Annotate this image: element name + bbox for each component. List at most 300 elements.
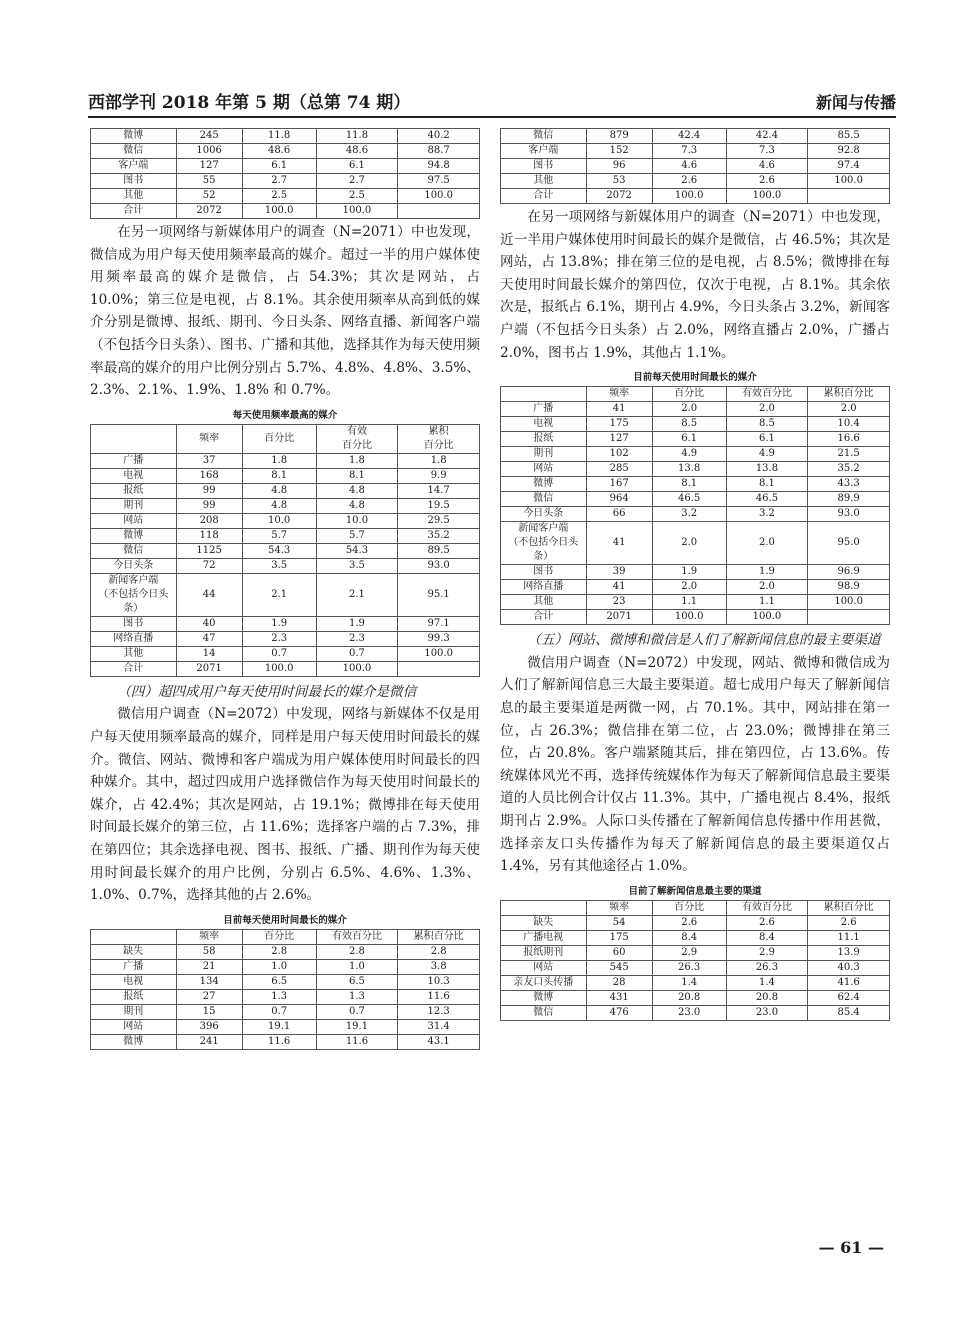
value-cell: 100.0 (652, 189, 726, 204)
row-label-cell: 微信 (91, 144, 177, 159)
value-cell: 2.1 (242, 573, 316, 616)
value-cell: 97.1 (398, 616, 480, 631)
value-cell: 频率 (586, 387, 652, 402)
value-cell: 127 (586, 432, 652, 447)
value-cell: 1.4 (726, 975, 808, 990)
row-label-cell: 合计 (501, 610, 587, 625)
row-label-cell: 微信 (501, 129, 587, 144)
value-cell (398, 204, 480, 219)
row-label-cell: 报纸 (91, 989, 177, 1004)
value-cell: 累积 百分比 (398, 424, 480, 453)
value-cell: 4.9 (726, 447, 808, 462)
value-cell: 89.9 (808, 492, 890, 507)
value-cell: 7.3 (652, 144, 726, 159)
paragraph: 在另一项网络与新媒体用户的调查（N=2071）中也发现，微信成为用户每天使用频率最高的媒介。超过一半的用户媒体使用频率最高的媒介是微信，占 54.3%；其次是网站，占 10.0%；第三位是电视，占 8.1%。其余使用频率从高到低的媒介分别是微博、报纸、期刊、今日头条、网络直播、新闻客户端（不包括今日头条）、图书、广播和其他，选择其作为每天使用频率最高的媒介的用户比例分别占 5.7%、4.8%、4.8%、3.5%、2.3%、2.1%、1.9%、1.8% 和 0.7%。 (90, 224, 480, 399)
table-row (91, 543, 480, 558)
section-title: 新闻与传播 (815, 93, 896, 112)
table-row (91, 573, 480, 616)
value-cell: 0.7 (316, 1004, 398, 1019)
table-row (501, 387, 890, 402)
value-cell: 8.1 (316, 468, 398, 483)
value-cell: 40 (176, 616, 242, 631)
value-cell: 0.7 (316, 646, 398, 661)
row-label-cell: 微博 (501, 477, 587, 492)
table-longest-time-2 (500, 386, 890, 625)
value-cell: 127 (176, 159, 242, 174)
value-cell: 4.6 (652, 159, 726, 174)
value-cell: 35.2 (398, 528, 480, 543)
value-cell: 54 (586, 915, 652, 930)
value-cell: 93.0 (808, 507, 890, 522)
value-cell: 476 (586, 1005, 652, 1020)
row-label-cell: 网站 (91, 1019, 177, 1034)
value-cell: 2.0 (652, 580, 726, 595)
table-row (501, 565, 890, 580)
row-label-cell: 广播 (91, 959, 177, 974)
value-cell: 2.6 (652, 174, 726, 189)
value-cell: 1.3 (316, 989, 398, 1004)
value-cell: 41.6 (808, 975, 890, 990)
value-cell: 100.0 (242, 661, 316, 676)
value-cell: 百分比 (652, 900, 726, 915)
value-cell: 89.5 (398, 543, 480, 558)
table-row (501, 462, 890, 477)
table-row (501, 402, 890, 417)
value-cell: 54.3 (242, 543, 316, 558)
value-cell: 99 (176, 483, 242, 498)
table-row (501, 945, 890, 960)
value-cell: 96.9 (808, 565, 890, 580)
value-cell: 96 (586, 159, 652, 174)
value-cell: 8.1 (242, 468, 316, 483)
value-cell: 42.4 (652, 129, 726, 144)
value-cell: 10.4 (808, 417, 890, 432)
section-heading: （五）网站、微博和微信是人们了解新闻信息的最主要渠道 (527, 632, 881, 649)
value-cell: 167 (586, 477, 652, 492)
value-cell: 2.0 (726, 522, 808, 565)
table-row (501, 189, 890, 204)
value-cell: 1.9 (316, 616, 398, 631)
value-cell: 41 (586, 522, 652, 565)
table-row (501, 477, 890, 492)
value-cell: 100.0 (316, 661, 398, 676)
row-label-cell: 客户端 (91, 159, 177, 174)
value-cell: 2.7 (242, 174, 316, 189)
row-label-cell: 微信 (91, 543, 177, 558)
value-cell: 3.5 (242, 558, 316, 573)
table-row (91, 661, 480, 676)
value-cell: 26.3 (652, 960, 726, 975)
value-cell: 有效百分比 (316, 929, 398, 944)
value-cell: 5.7 (316, 528, 398, 543)
table-row (501, 129, 890, 144)
value-cell: 2.0 (726, 580, 808, 595)
value-cell: 7.3 (726, 144, 808, 159)
value-cell: 4.8 (242, 483, 316, 498)
value-cell: 3.2 (726, 507, 808, 522)
table-row (91, 959, 480, 974)
value-cell: 66 (586, 507, 652, 522)
value-cell: 2.6 (652, 915, 726, 930)
row-label-cell: 今日头条 (91, 558, 177, 573)
value-cell: 95.1 (398, 573, 480, 616)
value-cell: 0.7 (242, 1004, 316, 1019)
value-cell: 15 (176, 1004, 242, 1019)
row-label-cell: 广播电视 (501, 930, 587, 945)
value-cell: 2.8 (398, 944, 480, 959)
value-cell: 92.8 (808, 144, 890, 159)
table-row (501, 975, 890, 990)
value-cell: 2.9 (652, 945, 726, 960)
value-cell: 4.8 (242, 498, 316, 513)
value-cell: 12.3 (398, 1004, 480, 1019)
value-cell: 频率 (586, 900, 652, 915)
row-label-cell: 期刊 (501, 447, 587, 462)
table-row (91, 631, 480, 646)
value-cell: 47 (176, 631, 242, 646)
value-cell: 11.8 (242, 129, 316, 144)
value-cell: 48.6 (316, 144, 398, 159)
row-label-cell: 电视 (501, 417, 587, 432)
value-cell: 累积百分比 (808, 900, 890, 915)
value-cell: 8.4 (652, 930, 726, 945)
value-cell: 1.9 (726, 565, 808, 580)
value-cell: 1006 (176, 144, 242, 159)
value-cell: 99.3 (398, 631, 480, 646)
value-cell: 23.0 (652, 1005, 726, 1020)
value-cell: 175 (586, 930, 652, 945)
value-cell: 100.0 (808, 595, 890, 610)
value-cell: 35.2 (808, 462, 890, 477)
row-label-cell: 亲友口头传播 (501, 975, 587, 990)
value-cell: 百分比 (652, 387, 726, 402)
value-cell: 21 (176, 959, 242, 974)
page-header (88, 86, 896, 118)
value-cell: 85.5 (808, 129, 890, 144)
value-cell: 27 (176, 989, 242, 1004)
row-label-cell: 微博 (91, 528, 177, 543)
row-label-cell: 缺失 (91, 944, 177, 959)
value-cell: 13.9 (808, 945, 890, 960)
value-cell: 频率 (176, 424, 242, 453)
value-cell: 1.0 (242, 959, 316, 974)
journal-title: 西部学刊 2018 年第 5 期（总第 74 期） (88, 93, 411, 113)
value-cell: 20.8 (726, 990, 808, 1005)
paragraph: 微信用户调查（N=2072）中发现，网站、微博和微信成为人们了解新闻信息三大最主要渠道。超七成用户每天了解新闻信息的最主要渠道是两微一网，占 70.1%。其中，网站排在第一位，占 26.3%；微信排在第二位，占 23.0%；微博排在第三位，占 20.8%。客户端紧随其后，排在第四位，占 13.6%。传统媒体风光不再，选择传统媒体作为每天了解新闻信息最主要渠道的人员比例合计仅占 11.3%。其中，广播电视占 8.4%，报纸期刊占 2.9%。人际口头传播在了解新闻信息传播中作用甚微，选择亲友口头传播作为每天了解新闻信息的最主要渠道仅占 1.4%，另有其他途径占 1.0%。 (500, 654, 890, 875)
table-row (501, 144, 890, 159)
row-label-cell: 今日头条 (501, 507, 587, 522)
value-cell: 54.3 (316, 543, 398, 558)
value-cell: 百分比 (242, 424, 316, 453)
value-cell: 1.1 (652, 595, 726, 610)
value-cell: 2.1 (316, 573, 398, 616)
table-row (91, 129, 480, 144)
value-cell: 11.6 (316, 1034, 398, 1049)
value-cell: 48.6 (242, 144, 316, 159)
value-cell: 100.0 (808, 174, 890, 189)
value-cell: 879 (586, 129, 652, 144)
value-cell: 1125 (176, 543, 242, 558)
value-cell: 11.6 (242, 1034, 316, 1049)
value-cell (808, 189, 890, 204)
value-cell: 2.5 (242, 189, 316, 204)
table-row (91, 159, 480, 174)
value-cell: 11.8 (316, 129, 398, 144)
value-cell: 1.1 (726, 595, 808, 610)
table-row (91, 174, 480, 189)
value-cell: 8.1 (726, 477, 808, 492)
value-cell: 2072 (176, 204, 242, 219)
row-label-cell: 微信 (501, 1005, 587, 1020)
row-label-cell (501, 387, 587, 402)
table-row (91, 528, 480, 543)
value-cell: 168 (176, 468, 242, 483)
table-longest-time (90, 929, 480, 1050)
value-cell: 1.8 (242, 453, 316, 468)
value-cell: 99 (176, 498, 242, 513)
value-cell: 2.5 (316, 189, 398, 204)
value-cell: 23.0 (726, 1005, 808, 1020)
row-label-cell: 网站 (501, 462, 587, 477)
value-cell: 62.4 (808, 990, 890, 1005)
value-cell: 8.1 (652, 477, 726, 492)
table-row (501, 1005, 890, 1020)
table-continued-right (500, 128, 890, 204)
value-cell: 44 (176, 573, 242, 616)
value-cell: 19.1 (242, 1019, 316, 1034)
row-label-cell: 其他 (91, 646, 177, 661)
row-label-cell: 报纸 (501, 432, 587, 447)
value-cell: 4.8 (316, 498, 398, 513)
value-cell: 58 (176, 944, 242, 959)
value-cell: 6.1 (242, 159, 316, 174)
value-cell: 23 (586, 595, 652, 610)
value-cell: 2.3 (242, 631, 316, 646)
value-cell: 26.3 (726, 960, 808, 975)
value-cell: 19.1 (316, 1019, 398, 1034)
value-cell: 3.5 (316, 558, 398, 573)
table-row (91, 483, 480, 498)
row-label-cell: 微博 (91, 129, 177, 144)
value-cell: 43.1 (398, 1034, 480, 1049)
value-cell: 2.0 (652, 402, 726, 417)
value-cell: 14 (176, 646, 242, 661)
value-cell: 118 (176, 528, 242, 543)
row-label-cell: 网站 (501, 960, 587, 975)
value-cell: 95.0 (808, 522, 890, 565)
row-label-cell: 图书 (501, 159, 587, 174)
value-cell: 93.0 (398, 558, 480, 573)
value-cell: 28 (586, 975, 652, 990)
row-label-cell (501, 900, 587, 915)
value-cell: 2.8 (316, 944, 398, 959)
table-row (91, 989, 480, 1004)
value-cell: 396 (176, 1019, 242, 1034)
value-cell: 39 (586, 565, 652, 580)
row-label-cell: 其他 (501, 595, 587, 610)
value-cell: 8.4 (726, 930, 808, 945)
value-cell: 2071 (176, 661, 242, 676)
table-row (501, 960, 890, 975)
value-cell: 6.5 (316, 974, 398, 989)
table-row (501, 522, 890, 565)
value-cell: 2.6 (726, 174, 808, 189)
table-row (91, 929, 480, 944)
value-cell: 40.3 (808, 960, 890, 975)
value-cell: 9.9 (398, 468, 480, 483)
table-frequency-highest (90, 424, 480, 677)
value-cell: 21.5 (808, 447, 890, 462)
table-row (501, 580, 890, 595)
row-label-cell (91, 424, 177, 453)
table-row (501, 915, 890, 930)
value-cell: 5.7 (242, 528, 316, 543)
value-cell: 285 (586, 462, 652, 477)
value-cell: 2.9 (726, 945, 808, 960)
value-cell: 97.5 (398, 174, 480, 189)
table-row (501, 159, 890, 174)
value-cell: 72 (176, 558, 242, 573)
value-cell: 10.0 (316, 513, 398, 528)
row-label-cell: 期刊 (91, 498, 177, 513)
table-row (91, 498, 480, 513)
value-cell: 46.5 (726, 492, 808, 507)
row-label-cell: 新闻客户端 （不包括今日头条） (501, 522, 587, 565)
row-label-cell: 微博 (501, 990, 587, 1005)
value-cell: 97.4 (808, 159, 890, 174)
row-label-cell: 客户端 (501, 144, 587, 159)
value-cell: 85.4 (808, 1005, 890, 1020)
table-row (91, 513, 480, 528)
value-cell: 14.7 (398, 483, 480, 498)
row-label-cell: 微博 (91, 1034, 177, 1049)
value-cell: 2.0 (808, 402, 890, 417)
right-column (500, 128, 890, 1021)
value-cell: 2.0 (726, 402, 808, 417)
value-cell: 40.2 (398, 129, 480, 144)
row-label-cell: 网站 (91, 513, 177, 528)
value-cell: 245 (176, 129, 242, 144)
table-title: 目前每天使用时间最长的媒介 (633, 372, 757, 384)
value-cell: 102 (586, 447, 652, 462)
value-cell: 3.2 (652, 507, 726, 522)
value-cell: 4.6 (726, 159, 808, 174)
value-cell: 3.8 (398, 959, 480, 974)
value-cell: 2.6 (808, 915, 890, 930)
value-cell: 4.8 (316, 483, 398, 498)
table-title: 目前每天使用时间最长的媒介 (223, 914, 347, 926)
value-cell: 6.1 (726, 432, 808, 447)
value-cell: 8.5 (652, 417, 726, 432)
value-cell: 16.6 (808, 432, 890, 447)
row-label-cell: 合计 (91, 204, 177, 219)
value-cell: 20.8 (652, 990, 726, 1005)
value-cell: 1.9 (242, 616, 316, 631)
value-cell: 有效百分比 (726, 387, 808, 402)
table-title: 每天使用频率最高的媒介 (232, 409, 338, 421)
row-label-cell: 图书 (501, 565, 587, 580)
value-cell: 431 (586, 990, 652, 1005)
value-cell: 46.5 (652, 492, 726, 507)
table-row (501, 447, 890, 462)
value-cell: 1.4 (652, 975, 726, 990)
table-row (91, 453, 480, 468)
row-label-cell: 图书 (91, 174, 177, 189)
table-row (501, 174, 890, 189)
row-label-cell: 广播 (91, 453, 177, 468)
value-cell: 134 (176, 974, 242, 989)
section-heading: （四）超四成用户每天使用时间最长的媒介是微信 (117, 683, 417, 700)
value-cell: 545 (586, 960, 652, 975)
value-cell: 208 (176, 513, 242, 528)
value-cell: 2071 (586, 610, 652, 625)
value-cell: 1.9 (652, 565, 726, 580)
value-cell: 100.0 (398, 189, 480, 204)
value-cell: 10.0 (242, 513, 316, 528)
table-row (91, 424, 480, 453)
table-row (91, 1034, 480, 1049)
row-label-cell: 其他 (91, 189, 177, 204)
row-label-cell: 合计 (501, 189, 587, 204)
table-title: 目前了解新闻信息最主要的渠道 (628, 885, 762, 897)
value-cell: 2.7 (316, 174, 398, 189)
value-cell: 2.0 (652, 522, 726, 565)
table-row (91, 144, 480, 159)
value-cell: 31.4 (398, 1019, 480, 1034)
row-label-cell (91, 929, 177, 944)
value-cell: 19.5 (398, 498, 480, 513)
value-cell: 100.0 (726, 610, 808, 625)
value-cell: 41 (586, 402, 652, 417)
value-cell: 百分比 (242, 929, 316, 944)
value-cell: 1.8 (316, 453, 398, 468)
table-row (91, 468, 480, 483)
value-cell: 有效百分比 (726, 900, 808, 915)
value-cell: 13.8 (726, 462, 808, 477)
value-cell: 100.0 (398, 646, 480, 661)
value-cell: 累积百分比 (808, 387, 890, 402)
page-number: — 61 — (818, 1238, 884, 1257)
value-cell: 100.0 (726, 189, 808, 204)
value-cell: 41 (586, 580, 652, 595)
value-cell: 11.6 (398, 989, 480, 1004)
row-label-cell: 报纸期刊 (501, 945, 587, 960)
value-cell: 11.1 (808, 930, 890, 945)
row-label-cell: 合计 (91, 661, 177, 676)
value-cell: 152 (586, 144, 652, 159)
value-cell: 100.0 (242, 204, 316, 219)
value-cell: 10.3 (398, 974, 480, 989)
table-row (91, 558, 480, 573)
value-cell: 100.0 (652, 610, 726, 625)
value-cell: 175 (586, 417, 652, 432)
table-row (501, 900, 890, 915)
value-cell: 4.9 (652, 447, 726, 462)
table-row (91, 974, 480, 989)
table-row (501, 432, 890, 447)
row-label-cell: 电视 (91, 974, 177, 989)
value-cell: 55 (176, 174, 242, 189)
value-cell: 42.4 (726, 129, 808, 144)
value-cell: 964 (586, 492, 652, 507)
value-cell (808, 610, 890, 625)
value-cell: 94.8 (398, 159, 480, 174)
value-cell: 2072 (586, 189, 652, 204)
table-row (91, 1004, 480, 1019)
row-label-cell: 缺失 (501, 915, 587, 930)
table-row (501, 492, 890, 507)
value-cell: 37 (176, 453, 242, 468)
